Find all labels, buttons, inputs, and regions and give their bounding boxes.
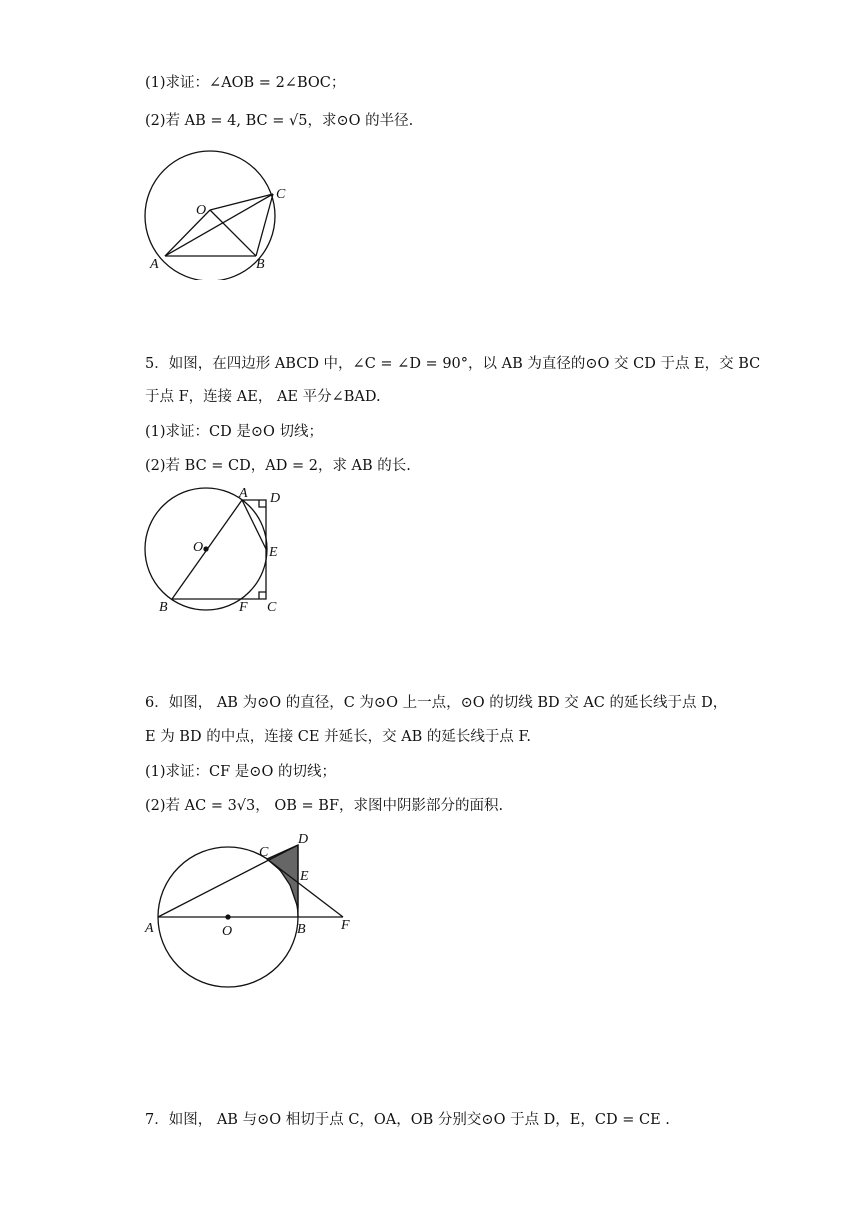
label-o: O — [196, 203, 207, 218]
segment-ad — [158, 845, 298, 917]
label-e: E — [300, 869, 309, 884]
label-a: A — [145, 921, 154, 936]
label-c: C — [259, 845, 269, 860]
label-f: F — [341, 918, 350, 933]
label-b: B — [159, 600, 168, 615]
label-a: A — [239, 486, 248, 501]
q5-part1: (1)求证：CD 是⊙O 切线； — [145, 424, 324, 440]
segment-cf — [267, 859, 343, 917]
q5-line1: 5．如图，在四边形 ABCD 中，∠C = ∠D = 90°，以 AB 为直径的⊙O 交 CD 于点 E，交 BC — [145, 356, 761, 372]
label-d: D — [298, 832, 309, 847]
q6-line2: E 为 BD 的中点，连接 CE 并延长，交 AB 的延长线于点 F. — [145, 729, 531, 745]
label-f: F — [239, 600, 248, 615]
right-angle-mark-c — [259, 592, 266, 599]
label-o: O — [222, 924, 233, 939]
q5-line2: 于点 F，连接 AE， AE 平分∠BAD. — [145, 389, 381, 405]
figure-q4 — [140, 140, 300, 280]
q6-line1: 6．如图， AB 为⊙O 的直径，C 为⊙O 上一点，⊙O 的切线 BD 交 AC 的延长线于点 D， — [145, 695, 728, 711]
label-b: B — [256, 257, 265, 272]
label-e: E — [269, 545, 278, 560]
figure-q5 — [140, 482, 290, 617]
label-o: O — [193, 540, 204, 555]
q6-part2: (2)若 AC = 3√3， OB = BF，求图中阴影部分的面积. — [145, 798, 504, 814]
center-point-o — [204, 547, 208, 551]
segment-bc — [256, 194, 273, 256]
label-c: C — [267, 600, 277, 615]
segment-ac — [165, 194, 273, 256]
q6-part1: (1)求证：CF 是⊙O 的切线； — [145, 764, 336, 780]
q7-line1: 7．如图， AB 与⊙O 相切于点 C，OA，OB 分别交⊙O 于点 D，E，CD = CE . — [145, 1112, 670, 1128]
figure-q6 — [140, 826, 360, 991]
right-angle-mark-d — [259, 500, 266, 507]
q5-part2: (2)若 BC = CD，AD = 2，求 AB 的长. — [145, 458, 411, 474]
segment-oc — [210, 194, 273, 210]
q4-part1: (1)求证：∠AOB = 2∠BOC； — [145, 75, 346, 91]
q4-part2: (2)若 AB = 4, BC = √5，求⊙O 的半径. — [145, 113, 414, 129]
shaded-region — [267, 845, 298, 908]
label-c: C — [276, 187, 286, 202]
quadrilateral-abcd — [172, 500, 266, 599]
label-b: B — [297, 922, 306, 937]
label-d: D — [270, 491, 281, 506]
center-point-o — [226, 915, 230, 919]
label-a: A — [150, 257, 159, 272]
